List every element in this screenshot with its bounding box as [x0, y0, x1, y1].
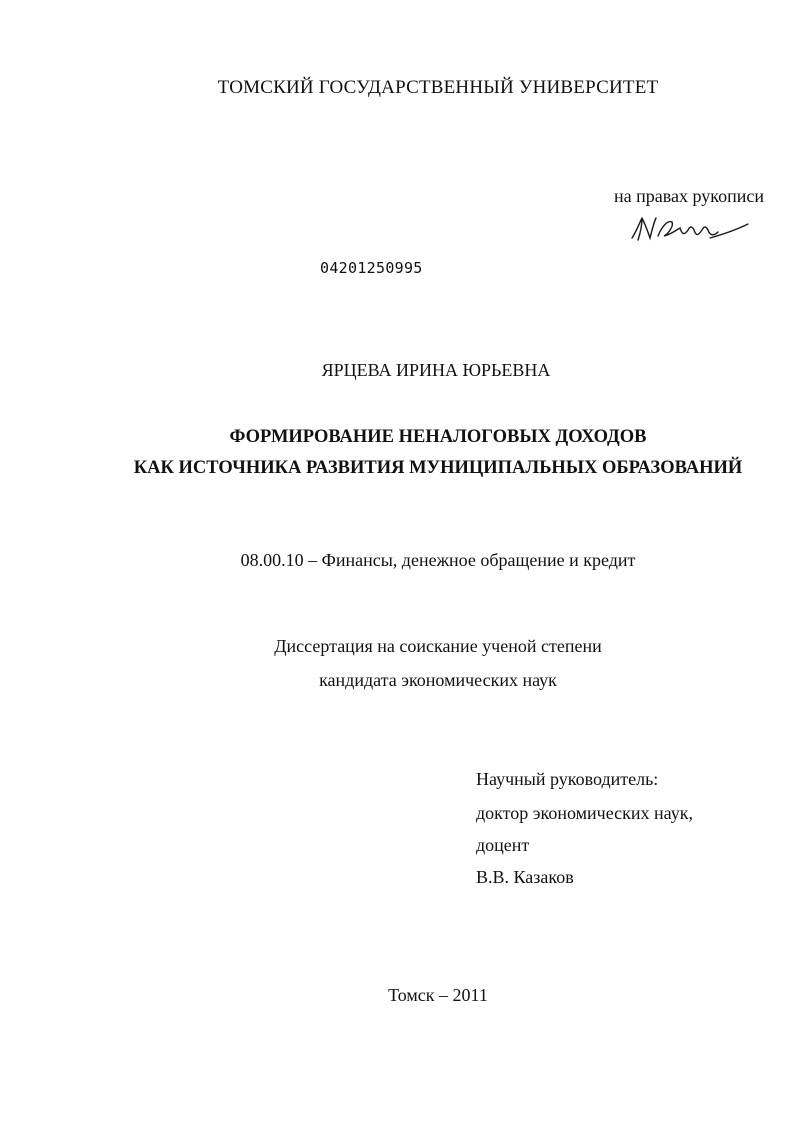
thesis-title-line-1: ФОРМИРОВАНИЕ НЕНАЛОГОВЫХ ДОХОДОВ: [229, 427, 647, 447]
author-name: ЯРЦЕВА ИРИНА ЮРЬЕВНА: [321, 360, 551, 380]
manuscript-note: на правах рукописи: [614, 186, 764, 206]
university-name: ТОМСКИЙ ГОСУДАРСТВЕННЫЙ УНИВЕРСИТЕТ: [217, 77, 659, 98]
thesis-title-line-2: КАК ИСТОЧНИКА РАЗВИТИЯ МУНИЦИПАЛЬНЫХ ОБРАЗОВАНИЙ: [133, 458, 743, 478]
advisor-rank: доцент: [476, 835, 530, 855]
handwritten-signature: [628, 212, 752, 244]
dissertation-degree-line-1: Диссертация на соискание ученой степени: [274, 636, 602, 656]
city-year: Томск – 2011: [388, 985, 488, 1005]
specialty-code: 08.00.10 – Финансы, денежное обращение и кредит: [240, 550, 636, 570]
advisor-label: Научный руководитель:: [476, 769, 659, 789]
dissertation-degree-line-2: кандидата экономических наук: [319, 670, 557, 690]
catalog-code: 04201250995: [320, 259, 423, 277]
advisor-degree: доктор экономических наук,: [476, 803, 693, 823]
advisor-name: В.В. Казаков: [476, 867, 574, 887]
